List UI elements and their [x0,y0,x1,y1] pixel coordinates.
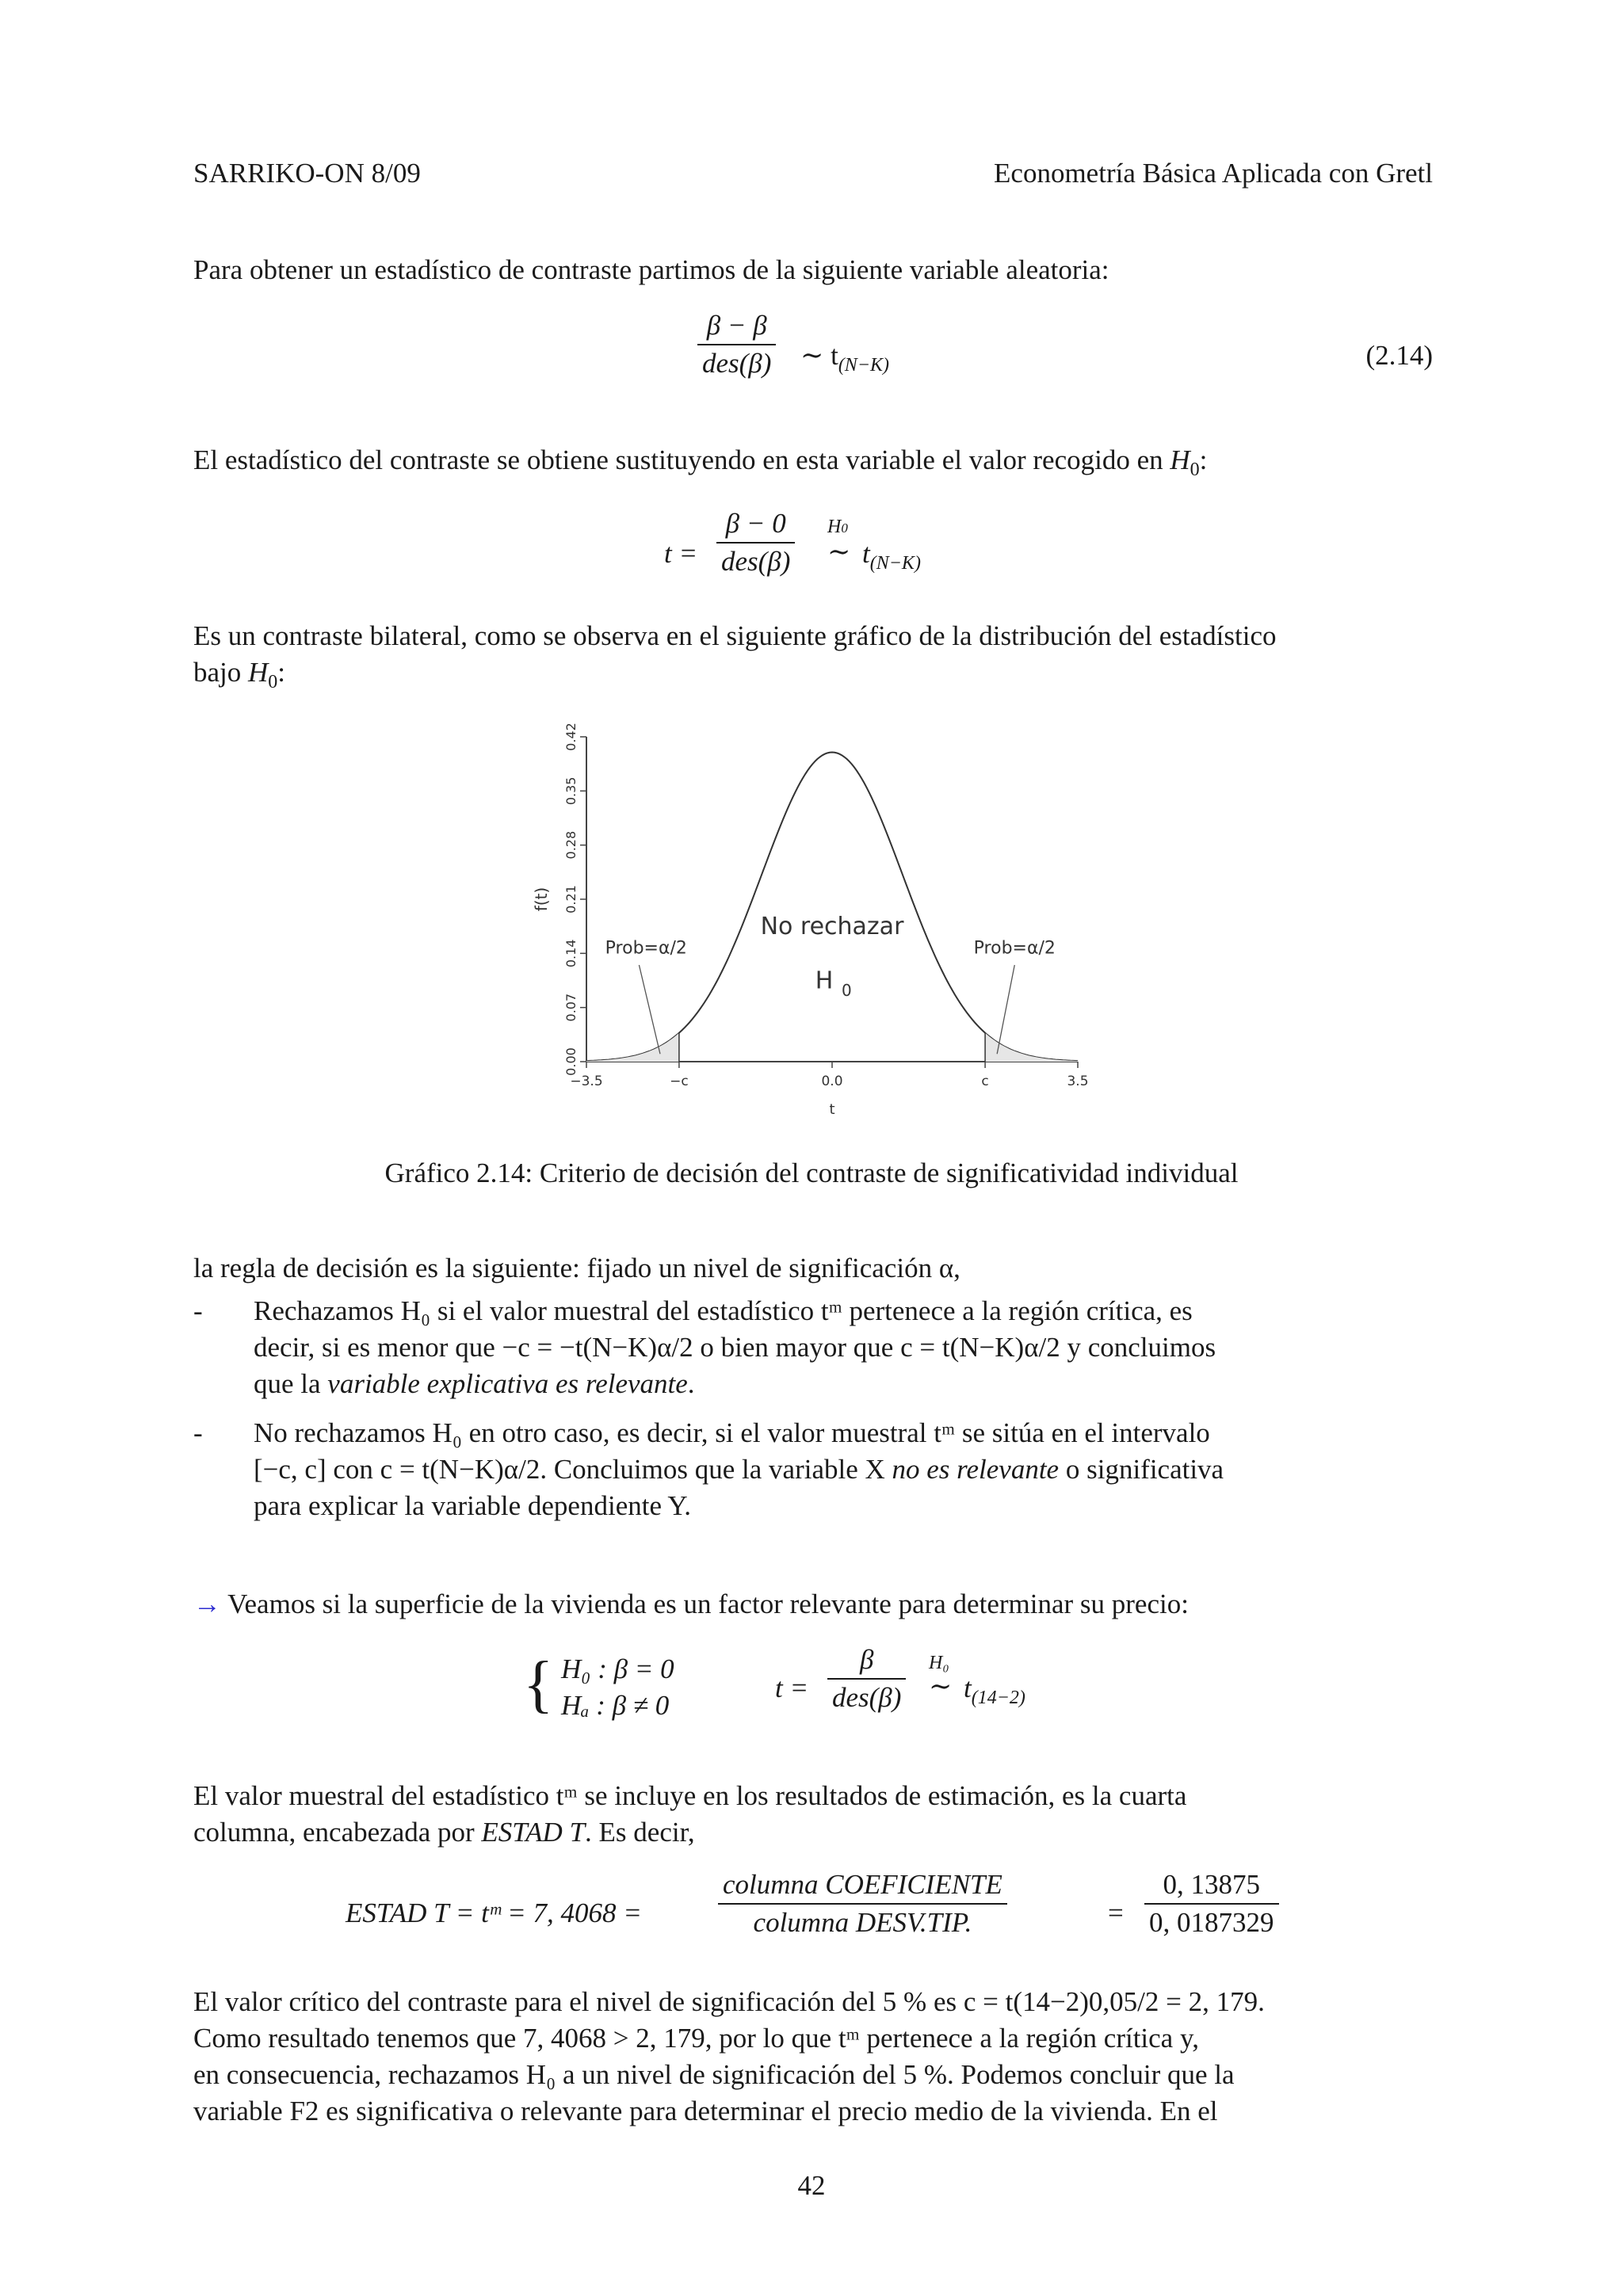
y-tick-label: 0.42 [563,723,579,751]
paragraph-bilateral-line1: Es un contraste bilateral, como se observa en el siguiente gráfico de la distribución del estadístico [193,620,1277,651]
left-brace: { [523,1650,554,1719]
y-tick-label: 0.07 [563,993,579,1022]
list-line: Rechazamos H₀ si el valor muestral del estadístico tᵐ pertenece a la región crítica, es [254,1295,1193,1326]
equation-fraction-columns [718,1867,1007,1941]
over-label-sub: 0 [841,521,848,536]
text-run: [−c, c] con c = t(N−K)α/2. Concluimos que la variable X [254,1454,892,1485]
fraction-denominator: columna DESV.TIP. [718,1903,1007,1941]
fraction-numerator: β [859,1644,874,1675]
equation-rhs [964,1670,1025,1716]
arrow-icon: → [193,1589,221,1619]
colon: : [277,657,286,688]
equation-rhs-t: t [964,1672,972,1703]
paragraph-statistic-end: : [1199,444,1208,475]
equation-lhs: ESTAD T = tᵐ = 7, 4068 = [346,1897,642,1928]
fraction-denominator: 0, 0187329 [1144,1903,1279,1941]
y-tick-label: 0.28 [563,830,579,860]
alternative-hypothesis: Hₐ : β ≠ 0 [561,1690,670,1721]
paragraph-conclusion-line1: El valor crítico del contraste para el nivel de significación del 5 % es c = t(14−2)0,05/2 = 2, 179. [193,1986,1265,2017]
equation-distribution [800,338,889,383]
right-tail-region [985,1033,1078,1062]
equation-fraction [827,1642,906,1716]
list-dash: - [193,1295,203,1326]
annotation-h0-subscript: 0 [842,981,852,1001]
list-line: decir, si es menor que −c = −t(N−K)α/2 o bien mayor que c = t(N−K)α/2 y concluimos [254,1332,1216,1363]
decision-rule-intro: la regla de decisión es la siguiente: fijado un nivel de significación α, [193,1253,960,1283]
over-label-h: H [827,517,842,537]
right-tail-arrow [997,965,1014,1054]
decision-rule-list [193,1293,1433,1524]
fraction-denominator: des(β) [697,344,776,382]
figure-caption: Gráfico 2.14: Criterio de decisión del contraste de significatividad individual [384,1158,1239,1188]
paragraph-sample-line1: El valor muestral del estadístico tᵐ se incluye en los resultados de estimación, es la cuarta [193,1780,1187,1811]
list-item-body [193,1415,1433,1524]
x-axis-label: t [829,1101,835,1118]
x-tick-label: 3.5 [1067,1074,1089,1089]
equals-sign: = [1108,1897,1124,1928]
running-header-right: Econometría Básica Aplicada con Gretl [994,158,1433,189]
equation-lhs: t = [775,1672,809,1703]
x-tick-label: −3.5 [570,1074,603,1089]
equation-fraction-values [1144,1867,1279,1941]
equation-t-statistic [664,501,997,596]
left-tail-arrow [639,965,660,1054]
fraction-numerator: β − β [706,310,767,341]
equation-rhs [862,536,921,582]
text-run: que la [254,1368,328,1399]
x-tick-label: −c [670,1074,689,1089]
list-line [254,1366,1433,1402]
h0-subscript: 0 [268,672,278,692]
equation-fraction [716,505,795,580]
paragraph-statistic-text: El estadístico del contraste se obtiene sustituyendo en esta variable el valor recogido en [193,444,1163,475]
equation-relation: ∼ [929,1671,953,1702]
h0-symbol: H [1170,444,1190,475]
text-run: o significativa [1059,1454,1224,1485]
x-tick-label: 0.0 [821,1074,843,1089]
equation-relation: ∼ [827,536,851,567]
page-number: 42 [797,2170,826,2201]
density-curve [586,753,1078,1062]
equation-lhs: t = [664,538,698,569]
list-line: para explicar la variable dependiente Y. [254,1490,691,1521]
fraction-denominator: des(β) [716,542,795,580]
fraction-denominator: des(β) [827,1678,906,1716]
left-tail-region [586,1033,679,1062]
emphasis: variable explicativa es relevante [327,1368,688,1399]
h0-subscript: 0 [1190,460,1200,480]
annotation-h0: H [815,967,834,995]
equation-2-14 [697,307,1433,402]
emphasis: ESTAD T [481,1817,586,1848]
fraction-numerator: β − 0 [725,508,786,539]
null-hypothesis: H₀ : β = 0 [561,1653,674,1684]
over-label: H₀ [929,1653,949,1673]
fraction-numerator: columna COEFICIENTE [723,1869,1002,1900]
emphasis: no es relevante [892,1454,1060,1485]
arrow-paragraph [193,1586,1189,1623]
t-distribution-chart [523,721,1109,1133]
equation-rhs-subscript: (14−2) [971,1688,1025,1708]
equation-rhs-t: t [862,538,870,569]
equation-fraction [697,307,776,382]
list-line [254,1451,1433,1488]
list-item [193,1415,1433,1524]
y-tick-label: 0.21 [563,885,579,913]
paragraph-conclusion-line2: Como resultado tenemos que 7, 4068 > 2, 179, por lo que tᵐ pertenece a la región crítica y, [193,2023,1199,2054]
y-tick-label: 0.00 [563,1047,579,1076]
paragraph-sample-line2 [193,1814,695,1851]
text-run: . Es decir, [585,1817,695,1848]
annotation-left-tail: Prob=α/2 [605,938,687,959]
list-item [193,1293,1433,1402]
equation-rhs: ∼ t [800,340,838,371]
h0-symbol: H [248,657,269,688]
list-dash: - [193,1417,203,1448]
equation-estad-t [346,1870,1296,1957]
y-tick-label: 0.35 [563,776,579,806]
equation-rhs-subscript: (N−K) [869,553,921,574]
running-header-left: SARRIKO-ON 8/09 [193,158,421,189]
x-tick-label: c [981,1074,989,1089]
paragraph-bilateral-line2 [193,654,285,700]
paragraph-conclusion-line3: en consecuencia, rechazamos H₀ a un nivel de significación del 5 %. Podemos concluir que la [193,2059,1235,2090]
text-bajo: bajo [193,657,242,688]
text-run: . [687,1368,695,1399]
annotation-right-tail: Prob=α/2 [973,938,1056,959]
hypotheses-block [523,1644,1078,1735]
paragraph-conclusion-line4: variable F2 es significativa o relevante para determinar el precio medio de la vivienda. En el [193,2096,1218,2126]
text-run: columna, encabezada por [193,1817,482,1848]
equation-number: (2.14) [1365,340,1433,371]
paragraph-intro: Para obtener un estadístico de contraste partimos de la siguiente variable aleatoria: [193,254,1109,285]
paragraph-statistic [193,442,1207,488]
y-tick-label: 0.14 [563,939,579,968]
list-item-body [193,1293,1433,1402]
fraction-numerator: 0, 13875 [1163,1869,1260,1900]
equation-rhs-subscript: (N−K) [838,355,890,376]
annotation-no-rechazar: No rechazar [760,912,904,940]
arrow-paragraph-text: Veamos si la superficie de la vivienda es un factor relevante para determinar su precio: [227,1589,1189,1619]
y-axis-label: f(t) [532,887,551,912]
list-line: No rechazamos H₀ en otro caso, es decir, si el valor muestral tᵐ se sitúa en el intervalo [254,1417,1210,1448]
